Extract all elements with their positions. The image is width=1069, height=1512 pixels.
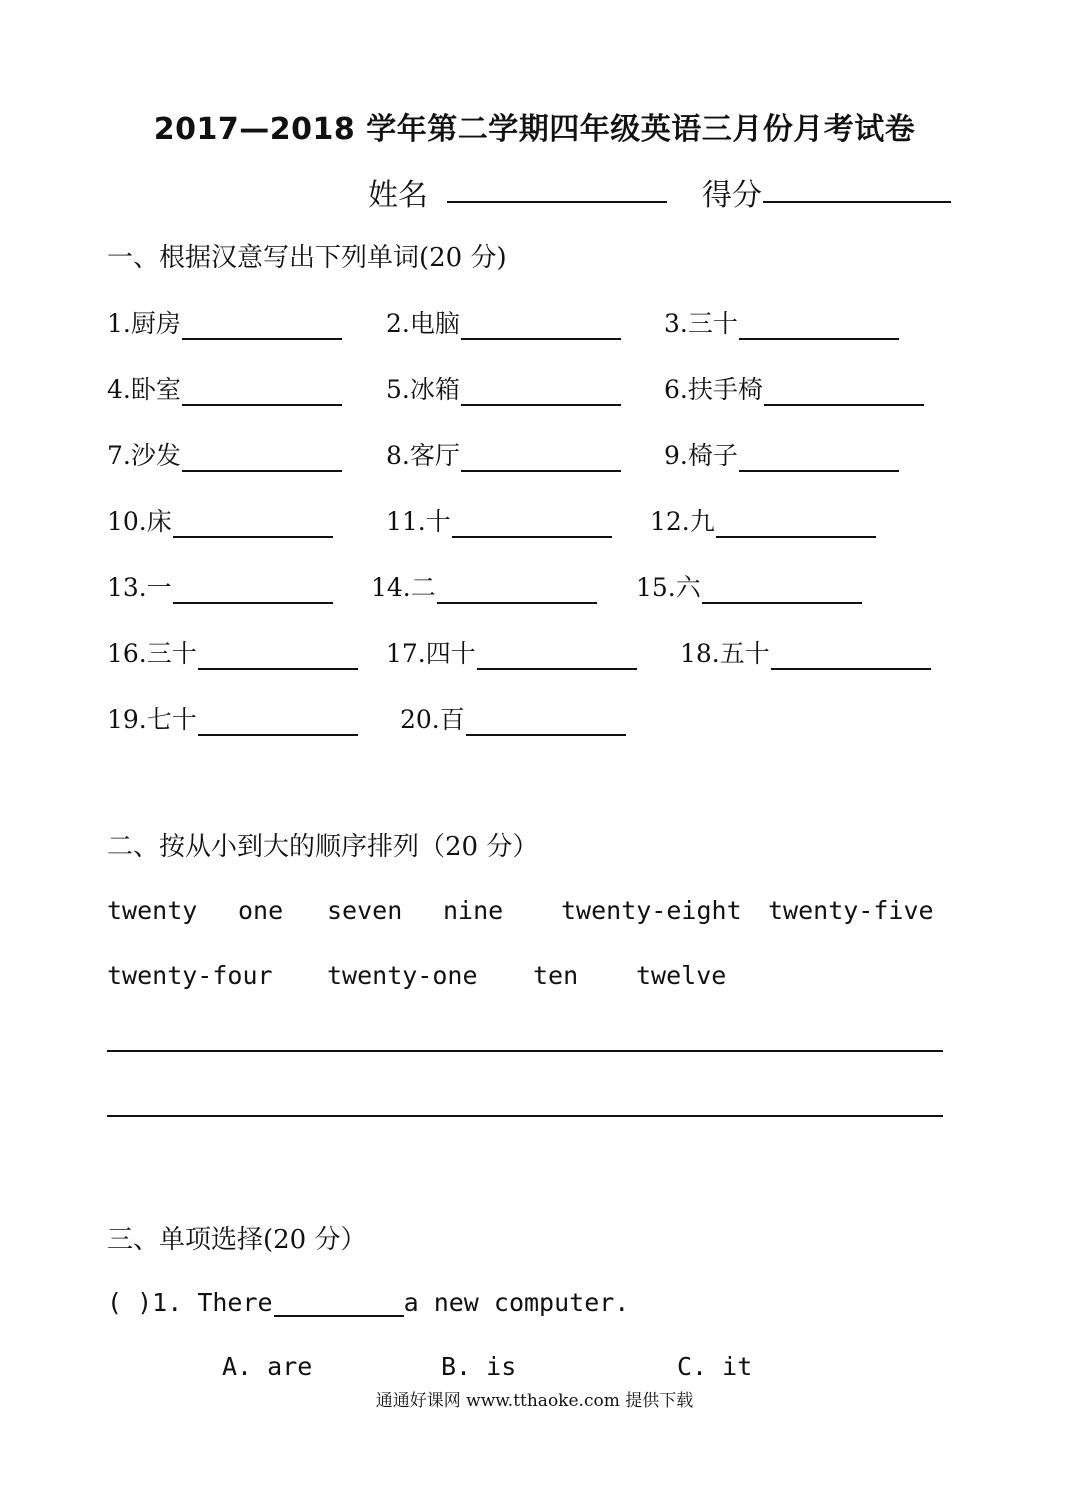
answer-blank[interactable] — [764, 380, 924, 406]
answer-blank[interactable] — [739, 446, 899, 472]
vocab-label: 10.床 — [107, 507, 172, 536]
vocab-label: 11.十 — [386, 507, 451, 536]
section1-heading: 一、根据汉意写出下列单词(20 分) — [107, 243, 507, 273]
option-c[interactable]: C. it — [677, 1352, 753, 1381]
vocab-item — [386, 502, 612, 538]
word-item: nine — [443, 896, 504, 925]
exam-title: 2017—2018 学年第二学期四年级英语三月份月考试卷 — [153, 112, 916, 147]
word-item: twenty-four — [107, 961, 273, 990]
answer-blank[interactable] — [739, 314, 899, 340]
answer-blank[interactable] — [466, 710, 626, 736]
vocab-item — [371, 568, 597, 604]
vocab-item — [400, 700, 626, 736]
answer-blank[interactable] — [173, 512, 333, 538]
answer-blank[interactable] — [173, 578, 333, 604]
word-item: twenty-eight — [561, 896, 742, 925]
vocab-item — [664, 304, 899, 340]
vocab-label: 2.电脑 — [386, 309, 460, 338]
word-item: ten — [533, 961, 579, 990]
word-item: one — [238, 896, 284, 925]
vocab-item — [664, 370, 924, 406]
vocab-label: 17.四十 — [386, 639, 476, 668]
vocab-label: 1.厨房 — [107, 309, 181, 338]
answer-blank[interactable] — [461, 314, 621, 340]
answer-blank[interactable] — [182, 446, 342, 472]
question-blank[interactable] — [274, 1293, 404, 1317]
vocab-label: 16.三十 — [107, 639, 197, 668]
section2-heading: 二、按从小到大的顺序排列（20 分） — [107, 832, 539, 862]
vocab-label: 5.冰箱 — [386, 375, 460, 404]
vocab-label: 14.二 — [371, 573, 436, 602]
question-1 — [107, 1288, 629, 1317]
word-item: seven — [327, 896, 403, 925]
vocab-item — [664, 436, 899, 472]
answer-blank[interactable] — [182, 380, 342, 406]
vocab-item — [107, 304, 342, 340]
answer-blank[interactable] — [461, 380, 621, 406]
vocab-label: 15.六 — [636, 573, 701, 602]
vocab-item — [636, 568, 862, 604]
option-a[interactable]: A. are — [222, 1352, 313, 1381]
vocab-label: 12.九 — [650, 507, 715, 536]
vocab-label: 7.沙发 — [107, 441, 181, 470]
vocab-label: 18.五十 — [680, 639, 770, 668]
answer-blank[interactable] — [452, 512, 612, 538]
vocab-item — [386, 436, 621, 472]
question-text-before: There — [197, 1288, 273, 1317]
word-item: twenty-one — [327, 961, 478, 990]
vocab-item — [107, 700, 358, 736]
vocab-item — [386, 304, 621, 340]
answer-blank[interactable] — [477, 644, 637, 670]
word-item: twenty — [107, 896, 198, 925]
question-text-after: a new computer. — [403, 1288, 630, 1317]
vocab-item — [107, 436, 342, 472]
answer-blank[interactable] — [437, 578, 597, 604]
vocab-label: 6.扶手椅 — [664, 375, 763, 404]
vocab-item — [650, 502, 876, 538]
vocab-label: 3.三十 — [664, 309, 738, 338]
vocab-item — [386, 370, 621, 406]
vocab-item — [107, 370, 342, 406]
answer-blank[interactable] — [198, 644, 358, 670]
vocab-item — [107, 502, 333, 538]
answer-blank[interactable] — [198, 710, 358, 736]
vocab-label: 20.百 — [400, 705, 465, 734]
answer-blank[interactable] — [461, 446, 621, 472]
vocab-label: 9.椅子 — [664, 441, 738, 470]
vocab-label: 4.卧室 — [107, 375, 181, 404]
score-label: 得分 — [702, 178, 762, 213]
answer-blank[interactable] — [702, 578, 862, 604]
answer-blank[interactable] — [771, 644, 931, 670]
vocab-label: 13.一 — [107, 573, 172, 602]
answer-line[interactable] — [107, 1050, 943, 1052]
option-b[interactable]: B. is — [441, 1352, 517, 1381]
score-field[interactable] — [763, 201, 951, 203]
vocab-label: 19.七十 — [107, 705, 197, 734]
word-item: twelve — [636, 961, 727, 990]
vocab-label: 8.客厅 — [386, 441, 460, 470]
answer-blank[interactable] — [716, 512, 876, 538]
section3-heading: 三、单项选择(20 分） — [107, 1225, 367, 1255]
vocab-item — [107, 634, 358, 670]
footer-source: 通通好课网 www.tthaoke.com 提供下载 — [375, 1391, 694, 1411]
answer-line[interactable] — [107, 1115, 943, 1117]
question-bracket: ( )1. — [107, 1288, 183, 1317]
vocab-item — [386, 634, 637, 670]
name-field[interactable] — [447, 201, 667, 203]
word-item: twenty-five — [768, 896, 934, 925]
vocab-item — [680, 634, 931, 670]
vocab-item — [107, 568, 333, 604]
name-label: 姓名 — [368, 178, 428, 213]
answer-blank[interactable] — [182, 314, 342, 340]
